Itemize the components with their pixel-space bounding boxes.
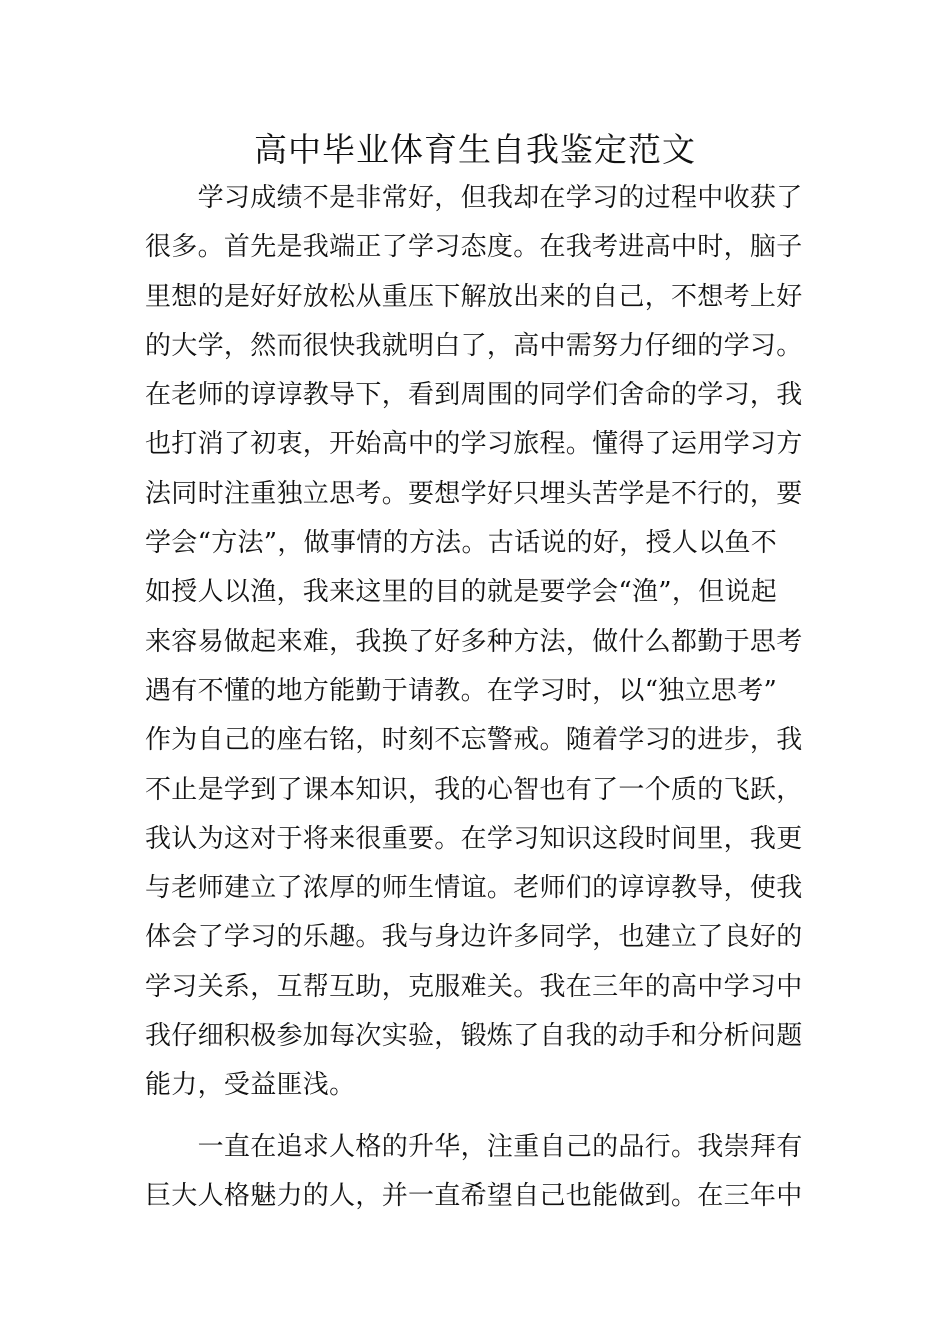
text-line: 我仔细积极参加每次实验，锻炼了自我的动手和分析问题 [145, 1021, 803, 1052]
document-body [145, 174, 810, 1221]
text-line: 也打消了初衷，开始高中的学习旅程。懂得了运用学习方 [145, 429, 803, 460]
text-line: 体会了学习的乐趣。我与身边许多同学，也建立了良好的 [145, 922, 803, 953]
text-line: 能力，受益匪浅。 [145, 1070, 356, 1101]
text-line: 如授人以渔，我来这里的目的就是要学会“渔”，但说起 [145, 577, 778, 608]
text-line: 学习关系，互帮互助，克服难关。我在三年的高中学习中 [145, 971, 803, 1002]
paragraph-1 [145, 174, 810, 1111]
text-line: 遇有不懂的地方能勤于请教。在学习时，以“独立思考” [145, 675, 778, 706]
text-line: 很多。首先是我端正了学习态度。在我考进高中时，脑子 [145, 232, 803, 263]
paragraph-2 [145, 1123, 810, 1222]
text-line: 学会“方法”，做事情的方法。古话说的好，授人以鱼不 [145, 528, 778, 559]
text-line: 我认为这对于将来很重要。在学习知识这段时间里，我更 [145, 823, 803, 854]
text-line: 与老师建立了浓厚的师生情谊。老师们的谆谆教导，使我 [145, 873, 803, 904]
text-line: 来容易做起来难，我换了好多种方法，做什么都勤于思考 [145, 626, 803, 657]
paragraph-spacer [145, 1111, 810, 1123]
text-line: 里想的是好好放松从重压下解放出来的自己，不想考上好 [145, 281, 803, 312]
text-line: 在老师的谆谆教导下，看到周围的同学们舍命的学习，我 [145, 380, 803, 411]
text-line: 一直在追求人格的升华，注重自己的品行。我崇拜有 [145, 1131, 803, 1162]
text-line: 不止是学到了课本知识，我的心智也有了一个质的飞跃， [145, 774, 803, 805]
text-line: 巨大人格魅力的人，并一直希望自己也能做到。在三年中 [145, 1180, 803, 1211]
text-line: 的大学，然而很快我就明白了，高中需努力仔细的学习。 [145, 330, 803, 361]
text-line: 法同时注重独立思考。要想学好只埋头苦学是不行的，要 [145, 478, 803, 509]
document-title: 高中毕业体育生自我鉴定范文 [254, 130, 696, 169]
text-line: 学习成绩不是非常好，但我却在学习的过程中收获了 [145, 183, 803, 213]
text-line: 作为自己的座右铭，时刻不忘警戒。随着学习的进步，我 [145, 725, 803, 756]
